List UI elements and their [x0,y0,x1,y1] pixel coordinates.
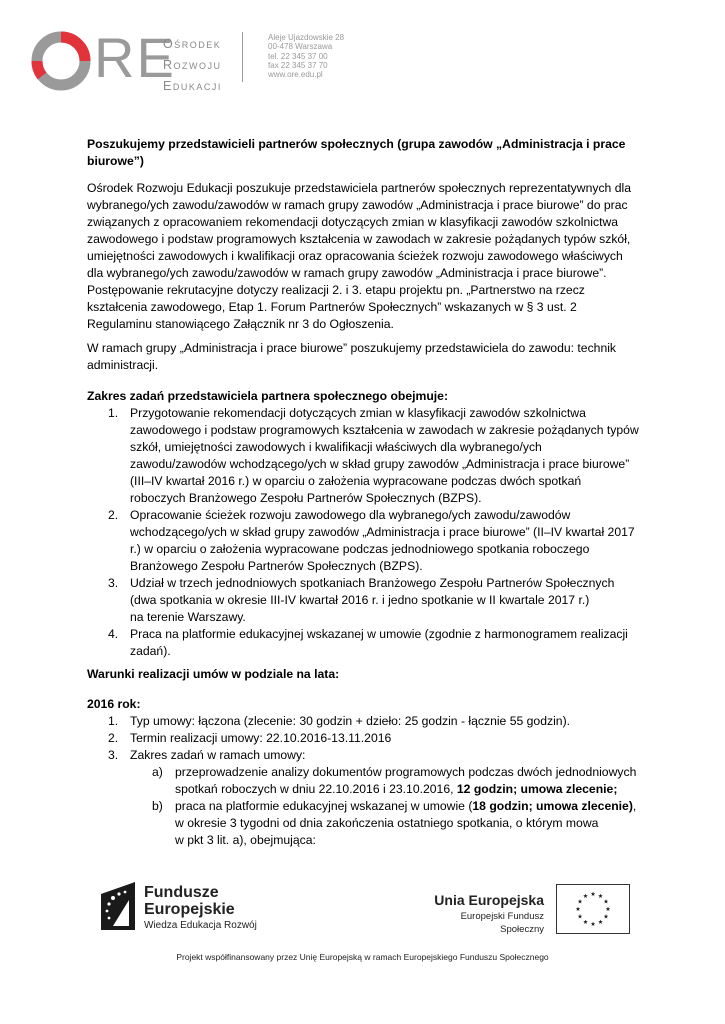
sub-item-emphasis: 12 godzin; umowa zlecenie; [456,782,618,796]
para-line: administracji. [87,358,159,372]
logo-name [163,34,222,97]
task-line: Przygotowanie rekomendacji dotyczących zmian w klasyfikacji zawodów szkolnictwa [130,406,586,420]
sub-item-text: praca na platformie edukacyjnej wskazanej w umowie ( [175,799,473,813]
fe-subtitle: Wiedza Edukacja Rozwój [144,920,257,931]
ue-subtitle: Europejski Fundusz Społeczny [460,911,544,935]
sub-item-line [175,798,636,815]
intro-line: wybranego/ych zawodu/zawodów w ramach grupy zawodów „Administracja i prace biurowe” do prac [87,198,628,212]
task-number: 4. [108,627,119,641]
header-address [268,33,344,79]
profession-paragraph [87,340,647,374]
sub-item-line: w pkt 3 lit. a), obejmująca: [175,833,316,847]
document-title [87,136,647,170]
sub-item-text: spotkań roboczych w dniu 22.10.2016 i 23.10.2016, [175,782,457,796]
year-item-number: 3. [108,748,119,762]
logo-name-line: Ośrodek [163,37,222,51]
task-item [130,507,650,575]
sub-item-letter: a) [152,765,163,779]
sub-item-line [175,781,617,798]
sub-item-text: , [632,799,637,813]
fe-title-line: Europejskie [144,901,235,918]
intro-line: zawodowego i podstaw programowych kształcenia w zawodach w zakresie pożądanych typów szkół, [87,232,631,246]
tasks-heading: Zakres zadań przedstawiciela partnera społecznego obejmuje: [87,389,449,403]
sub-item-letter: b) [152,799,163,813]
year-item-number: 1. [108,714,119,728]
fe-title-line: Fundusze [144,884,219,901]
address-line: www.ore.edu.pl [268,70,323,80]
task-line: zadań). [130,644,171,658]
sub-item-line: w okresie 3 tygodni od dnia zakończenia ostatniego spotkania, o którym mowa [175,816,599,830]
sub-item-line: przeprowadzenie analizy dokumentów programowych podczas dwóch jednodniowych [175,765,637,779]
eu-flag-icon [556,884,630,934]
address-line: fax 22 345 37 70 [268,60,328,70]
task-item [130,626,650,660]
para-line: W ramach grupy „Administracja i prace biurowe” poszukujemy przedstawiciela do zawodu: technik [87,341,617,355]
task-line: na terenie Warszawy. [130,610,246,624]
intro-line: umiejętności zawodowych i kwalifikacji oraz opracowania ścieżek rozwoju zawodowego właściwych [87,249,623,263]
task-number: 3. [108,576,119,590]
address-line: 00-478 Warszawa [268,42,333,52]
task-item [130,575,650,626]
intro-line: dla wybranego/ych zawodu/zawodów w ramach grupy zawodów „Administracja i prace biurowe”. [87,266,607,280]
footer-note: Projekt współfinansowany przez Unię Europejską w ramach Europejskiego Funduszu Społecznego [176,952,549,962]
intro-line: kształcenia zawodowego, Etap 1. Forum Partnerów Społecznych” wskazanych w § 3 ust. 2 [87,300,577,314]
year-item: Zakres zadań w ramach umowy: [130,748,306,762]
task-line: (III–IV kwartał 2016 r.) w oparciu o założenia wypracowane podczas dwóch spotkań [130,474,582,488]
task-item [130,405,650,507]
task-number: 1. [108,406,119,420]
task-line: Udział w trzech jednodniowych spotkaniach Branżowego Zespołu Partnerów Społecznych [130,576,615,590]
task-line: (dwa spotkania w okresie III-IV kwartał 2016 r. i jedno spotkanie w II kwartale 2017 r.) [130,593,590,607]
intro-paragraph [87,180,647,333]
year-heading: 2016 rok: [87,697,141,711]
logo-name-line: Edukacji [163,79,222,93]
title-line: Poszukujemy przedstawicieli partnerów społecznych (grupa zawodów „Administracja i prace [87,137,626,151]
intro-line: Postępowanie rekrutacyjne dotyczy realizacji 2. i 3. etapu projektu pn. „Partnerstwo na rzecz [87,283,585,297]
title-line: biurowe”) [87,154,144,168]
ue-title: Unia Europejska [434,892,544,908]
intro-line: Regulaminu stanowiącego Załącznik nr 3 do Ogłoszenia. [87,317,394,331]
task-line: wchodzącego/ych w skład grupy zawodów „Administracja i prace biurowe” (II–IV kwartał 2017 [130,525,635,539]
task-line: Branżowego Zespołu Partnerów Społecznych (BZPS). [130,559,423,573]
year-item: Termin realizacji umowy: 22.10.2016-13.11.2016 [130,731,392,745]
fundusze-europejskie-logo-icon [99,880,139,932]
sub-item-emphasis: 18 godzin; umowa zlecenie) [472,799,633,813]
task-line: roboczych Branżowego Zespołu Partnerów Społecznych (BZPS). [130,491,482,505]
address-line: Aleje Ujazdowskie 28 [268,33,345,42]
task-line: r.) w oparciu o założenia wypracowane podczas jednodniowego spotkania roboczego [130,542,590,556]
task-line: Opracowanie ścieżek rozwoju zawodowego dla wybranego/ych zawodu/zawodów [130,508,571,522]
task-line: zawodu/zawodów wchodzącego/ych w skład grupy zawodów „Administracja i prace biurowe” [130,457,630,471]
year-item-number: 2. [108,731,119,745]
unia-europejska-text [420,892,544,936]
task-line: Praca na platformie edukacyjnej wskazanej w umowie (zgodnie z harmonogramem realizacji [130,627,628,641]
logo-letters: RE [94,26,176,89]
header-divider [242,32,243,82]
task-number: 2. [108,508,119,522]
task-line: zawodowego i podstaw programowych kształcenia w zawodach w zakresie pożądanych typów [130,423,639,437]
conditions-heading: Warunki realizacji umów w podziale na lata: [87,667,340,681]
ore-logo-icon [30,30,92,92]
address-line: tel. 22 345 37 00 [268,51,328,61]
intro-line: Ośrodek Rozwoju Edukacji poszukuje przedstawiciela partnerów społecznych reprezentatywnych dla [87,181,631,195]
logo-name-line: Rozwoju [163,58,222,72]
task-line: szkół, umiejętności zawodowych i kwalifikacji właściwych dla wybranego/ych [130,440,542,454]
intro-line: związanych z opracowaniem rekomendacji dotyczących zmian w klasyfikacji zawodów szkolnictwa [87,215,619,229]
year-item: Typ umowy: łączona (zlecenie: 30 godzin + dzieło: 25 godzin - łącznie 55 godzin). [130,714,571,728]
fundusze-europejskie-text [144,884,257,932]
